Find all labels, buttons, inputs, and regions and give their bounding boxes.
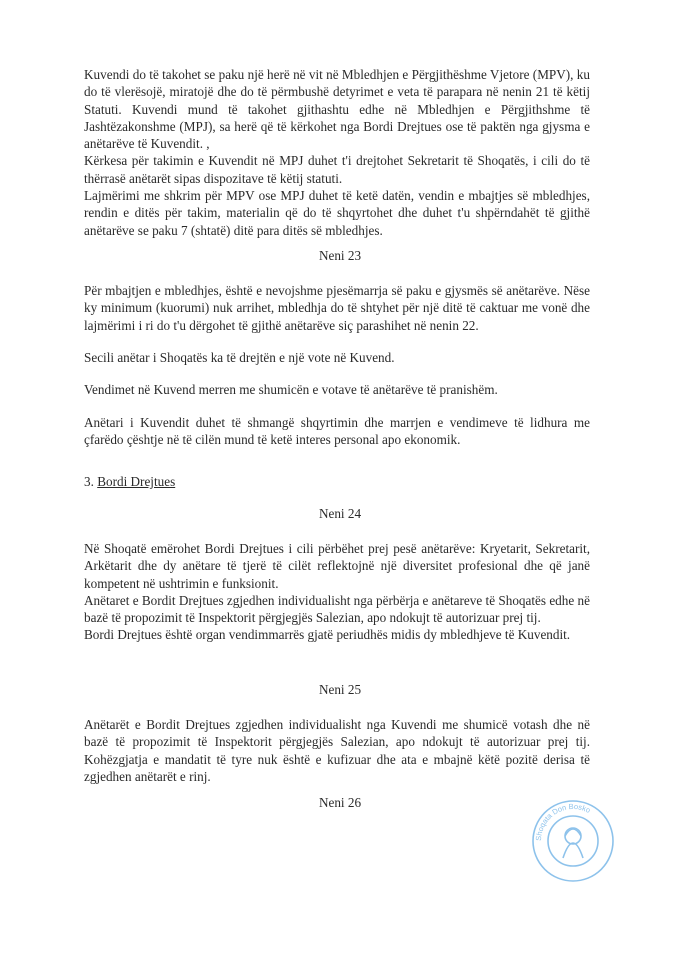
article-26-heading: Neni 26	[318, 795, 362, 810]
section-title	[84, 473, 175, 490]
section-name: Bordi Drejtues	[97, 474, 176, 489]
article-23-heading: Neni 23	[318, 248, 362, 263]
paragraph: Anëtaret e Bordit Drejtues zgjedhen individualisht nga përbërja e anëtareve të Shoqatës edhe në bazë të propozimit të Inspektorit përgjegjës Salezian, apo ndokujt të autorizuar prej tij.	[84, 592, 590, 626]
paragraph: Anëtari i Kuvendit duhet të shmangë shqyrtimin dhe marrjen e vendimeve të lidhura me çfarëdo çështje në të cilën mund të ketë interes personal apo ekonomik.	[84, 415, 590, 448]
svg-text:Shoqata Don Bosko	[534, 802, 592, 841]
article-23-body	[84, 282, 590, 334]
paragraph: Anëtarët e Bordit Drejtues zgjedhen individualisht nga Kuvendi me shumicë votash dhe në bazë të propozimit të Inspektorit përgjegjës Salezian, apo ndokujt të autorizuar prej tij. Kohëzgjatja e mandatit të tyre nuk është e kufizuar dhe ata e mbajnë këtë pozitë derisa të zgjedhen anëtarët e rinj.	[84, 717, 590, 784]
stamp-text: Shoqata Don Bosko	[533, 801, 592, 842]
section-number: 3.	[84, 474, 94, 489]
article-25-body	[84, 716, 590, 785]
paragraph: Vendimet në Kuvend merren me shumicën e votave të anëtarëve të pranishëm.	[84, 382, 498, 397]
article-22-body	[84, 66, 590, 239]
paragraph: Për mbajtjen e mbledhjes, është e nevojshme pjesëmarrja së paku e gjysmës së anëtarëve. Nëse ky minimum (kuorumi) nuk arrihet, mbledhja do të shtyhet për një ditë të caktuar me vonë dhe lajmërimi i ri do t'u dërgohet të gjithë anëtarëve siç parashihet në nenin 22.	[84, 283, 590, 333]
article-23-body-3	[84, 381, 590, 398]
article-24-body	[84, 540, 590, 644]
paragraph: Bordi Drejtues është organ vendimmarrës gjatë periudhës midis dy mbledhjeve të Kuvendit.	[84, 627, 571, 643]
article-23-body-2	[84, 349, 590, 366]
seal-stamp-icon	[530, 798, 616, 884]
paragraph: Kuvendi do të takohet se paku një herë në vit në Mbledhjen e Përgjithëshme Vjetore (MPV), ku do të vlerësojë, miratojë dhe do të përmbushë detyrimet e veta të parapara në nenin 21 të këtij Statuti. Kuvendi mund të takohet gjithashtu edhe në Mbledhjen e Përgjithshme të Jashtëzakonshme (MPJ), sa herë që të kërkohet nga Bordi Drejtues ose të paktën nga gjysma e anëtarëve të Kuvendit. ,	[84, 67, 590, 152]
article-25-heading: Neni 25	[318, 682, 362, 697]
paragraph: Kërkesa për takimin e Kuvendit në MPJ duhet t'i drejtohet Sekretarit të Shoqatës, i cili do të thërrasë anëtarët sipas dispozitave të këtij statuti.	[84, 153, 590, 186]
paragraph: Secili anëtar i Shoqatës ka të drejtën e një vote në Kuvend.	[84, 350, 395, 365]
article-24-heading: Neni 24	[318, 506, 362, 521]
paragraph: Lajmërimi me shkrim për MPV ose MPJ duhet të ketë datën, vendin e mbajtjes së mbledhjes, rendin e ditës për takim, materialin që do të shqyrtohet dhe duhet t'u shpërndahët të gjithë anëtarëve se paku 7 (shtatë) ditë para ditës së mbledhjes.	[84, 188, 590, 238]
article-23-body-4	[84, 414, 590, 449]
paragraph: Në Shoqatë emërohet Bordi Drejtues i cili përbëhet prej pesë anëtarëve: Kryetarit, Sekretarit, Arkëtarit dhe dy anëtare të tjerë të cilët reflektojnë një diversitet profesional dhe që janë kompetent në ushtrimin e funksionit.	[84, 541, 590, 591]
